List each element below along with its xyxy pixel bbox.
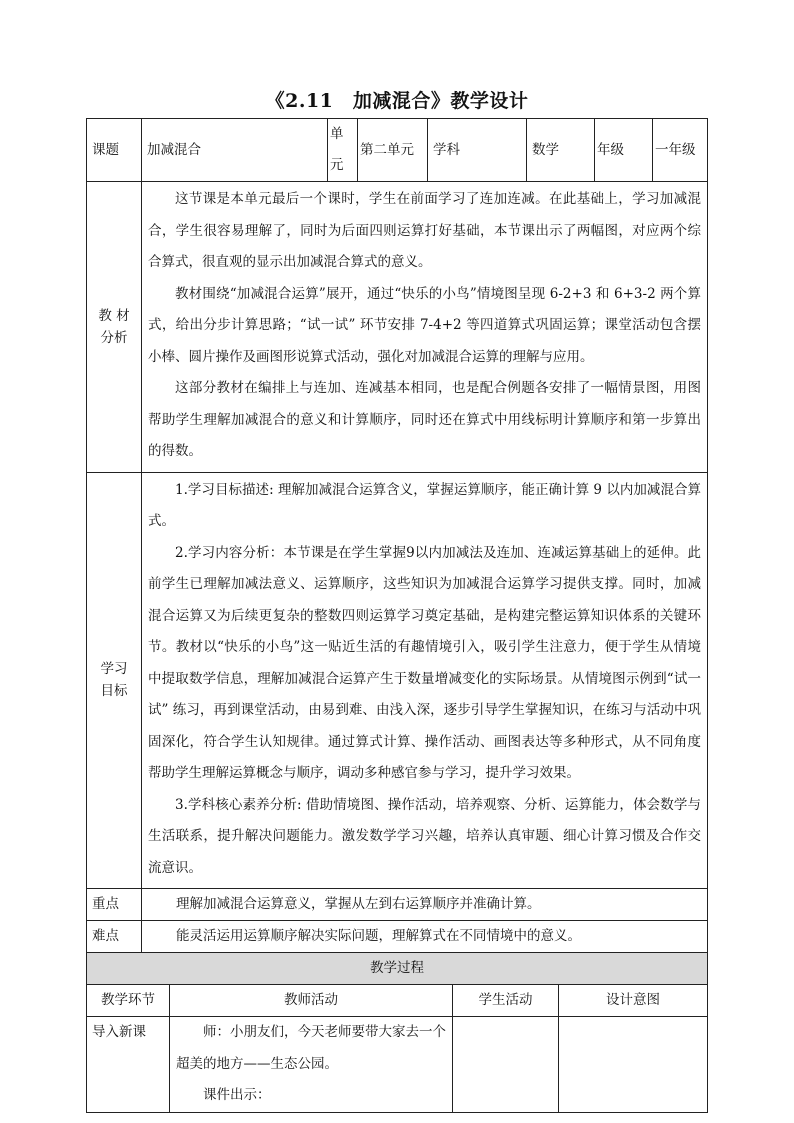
key-point-row xyxy=(87,889,708,921)
difficulty-label: 难点 xyxy=(87,921,142,953)
objectives-row xyxy=(87,472,708,889)
objectives-label xyxy=(87,472,142,889)
teacher-line-1: 师：小朋友们，今天老师要带大家去一个超美的地方——生态公园。 xyxy=(176,1024,446,1072)
header-student: 学生活动 xyxy=(453,985,559,1017)
analysis-content xyxy=(142,182,708,473)
process-band-row xyxy=(87,953,708,985)
topic-label: 课题 xyxy=(87,119,142,182)
difficulty-text: 能灵活运用运算顺序解决实际问题，理解算式在不同情境中的意义。 xyxy=(142,921,708,953)
process-header-row xyxy=(87,985,708,1017)
subject-value: 数学 xyxy=(527,119,595,182)
header-intent: 设计意图 xyxy=(559,985,708,1017)
key-point-text: 理解加减混合运算意义，掌握从左到右运算顺序并准确计算。 xyxy=(142,889,708,921)
teacher-activity-cell xyxy=(170,1017,453,1113)
key-point-label: 重点 xyxy=(87,889,142,921)
objectives-paragraph-1: 1.学习目标描述: 理解加减混合运算含义，掌握运算顺序，能正确计算 9 以内加减混合算式。 xyxy=(148,481,701,529)
objectives-content xyxy=(142,472,708,889)
teacher-line-2: 课件出示： xyxy=(203,1087,271,1103)
grade-value: 一年级 xyxy=(653,119,708,182)
info-row xyxy=(87,119,708,182)
header-teacher: 教师活动 xyxy=(170,985,453,1017)
unit-value: 第二单元 xyxy=(358,119,428,182)
lesson-plan-table xyxy=(86,118,708,1113)
header-stage: 教学环节 xyxy=(87,985,170,1017)
design-intent-cell xyxy=(559,1017,708,1113)
student-activity-cell xyxy=(453,1017,559,1113)
analysis-label-text: 教 材 分析 xyxy=(98,307,130,346)
analysis-label xyxy=(87,182,142,473)
unit-label: 单元 xyxy=(328,119,358,182)
objectives-paragraph-3: 3.学科核心素养分析: 借助情境图、操作活动，培养观察、分析、运算能力，体会数学与生活联系，提升解决问题能力。激发数学学习兴趣，培养认真审题、细心计算习惯及合作交流意识。 xyxy=(148,796,701,876)
analysis-paragraph-3: 这部分教材在编排上与连加、连减基本相同，也是配合例题各安排了一幅情景图，用图帮助学生理解加减混合的意义和计算顺序，同时还在算式中用线标明计算顺序和第一步算出的得数。 xyxy=(148,380,701,459)
analysis-paragraph-2: 教材围绕“加减混合运算”展开，通过“快乐的小鸟”情境图呈现 6-2+3 和 6+3-2 两个算式，给出分步计算思路；“试一试” 环节安排 7-4+2 等四道算式巩固运算；课堂活动包含摆小棒、圆片操作及画图形说算式活动，强化对加减混合运算的理解与应用。 xyxy=(148,285,701,365)
process-band: 教学过程 xyxy=(87,953,708,985)
process-row-intro xyxy=(87,1017,708,1113)
objectives-paragraph-2: 2.学习内容分析：本节课是在学生掌握9以内加减法及连加、连减运算基础上的延伸。此前学生已理解加减法意义、运算顺序，这些知识为加减混合运算学习提供支撑。同时，加减混合运算又为后续更复杂的整数四则运算学习奠定基础，是构建完整运算知识体系的关键环节。教材以“快乐的小鸟”这一贴近生活的有趣情境引入，吸引学生注意力，便于学生从情境中提取数学信息，理解加减混合运算产生于数量增减变化的实际场景。从情境图示例到“试一试” 练习，再到课堂活动，由易到难、由浅入深，逐步引导学生掌握知识，在练习与活动中巩固深化，符合学生认知规律。通过算式计算、操作活动、画图表达等多种形式，从不同角度帮助学生理解运算概念与顺序，调动多种感官参与学习，提升学习效果。 xyxy=(148,544,701,781)
analysis-paragraph-1: 这节课是本单元最后一个课时，学生在前面学习了连加连减。在此基础上，学习加减混合，学生很容易理解了，同时为后面四则运算打好基础，本节课出示了两幅图，对应两个综合算式，很直观的显示出加减混合算式的意义。 xyxy=(148,191,701,270)
topic-value: 加减混合 xyxy=(142,119,328,182)
grade-label: 年级 xyxy=(595,119,653,182)
objectives-label-text: 学习 目标 xyxy=(100,661,128,700)
analysis-row xyxy=(87,182,708,473)
difficulty-row xyxy=(87,921,708,953)
subject-label: 学科 xyxy=(428,119,527,182)
document-title: 《2.11 加减混合》教学设计 xyxy=(265,90,529,112)
stage-cell: 导入新课 xyxy=(87,1017,170,1113)
